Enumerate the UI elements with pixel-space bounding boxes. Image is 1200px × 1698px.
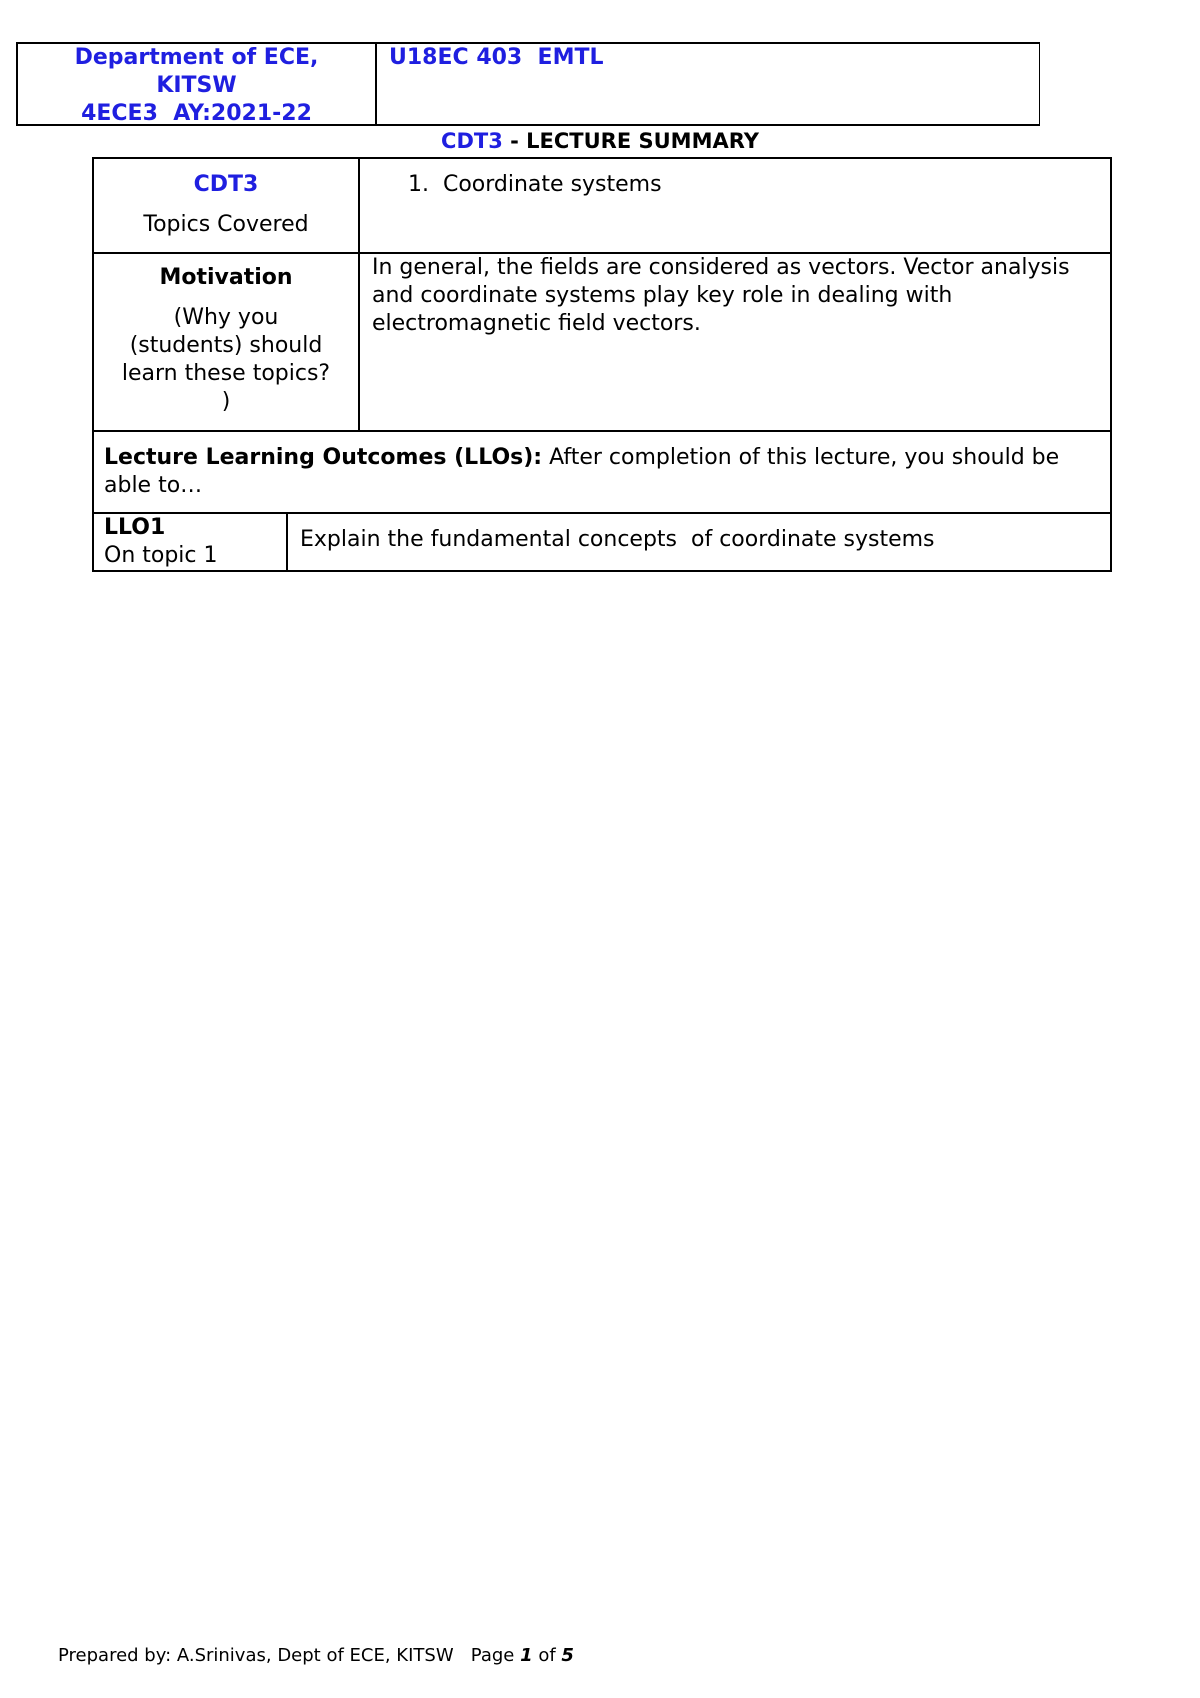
llo-text: Explain the fundamental concepts of coordinate systems	[300, 527, 935, 552]
topics-list	[360, 159, 1110, 252]
llo-heading-text: After completion of this lecture, you should be able to…	[104, 445, 1060, 498]
llo-topic: On topic 1	[104, 543, 218, 568]
llo-heading-bold: Lecture Learning Outcomes (LLOs):	[104, 445, 543, 470]
motivation-text: In general, the fields are considered as vectors. Vector analysis and coordinate systems play key role in dealing with electromagnetic field vectors.	[372, 255, 1070, 336]
llo-heading-row	[94, 432, 1110, 514]
title-text: - LECTURE SUMMARY	[502, 129, 759, 153]
motivation-label: Motivation	[159, 265, 293, 290]
motivation-sublabel: (Why you (students) should learn these topics? )	[121, 305, 331, 414]
llo-id-cell	[94, 514, 288, 570]
topics-label-cell	[94, 159, 360, 252]
department-info	[18, 44, 377, 124]
footer-page-number: 1	[520, 1645, 533, 1666]
academic-year: 4ECE3 AY:2021-22	[81, 101, 312, 126]
page-footer	[58, 1644, 574, 1668]
department-name: Department of ECE,	[74, 45, 319, 70]
motivation-label-cell	[94, 254, 360, 430]
title-cdt: CDT3	[441, 129, 503, 153]
topics-covered-label: Topics Covered	[143, 212, 309, 237]
motivation-row	[94, 254, 1110, 432]
llo-heading	[94, 432, 1110, 512]
header-box	[16, 42, 1040, 126]
topic-item: 1. Coordinate systems	[408, 172, 662, 197]
footer-of: of	[532, 1645, 562, 1666]
institute-name: KITSW	[156, 73, 237, 98]
llo-row	[94, 514, 1110, 570]
lecture-summary-table	[92, 157, 1112, 572]
footer-page-total: 5	[561, 1645, 574, 1666]
page-title	[0, 128, 1200, 154]
llo-id: LLO1	[104, 515, 166, 540]
footer-prepared-by: Prepared by: A.Srinivas, Dept of ECE, KITSW Page	[58, 1645, 521, 1666]
cdt-label: CDT3	[193, 172, 259, 197]
topics-row	[94, 159, 1110, 254]
course-code: U18EC 403 EMTL	[389, 45, 604, 70]
